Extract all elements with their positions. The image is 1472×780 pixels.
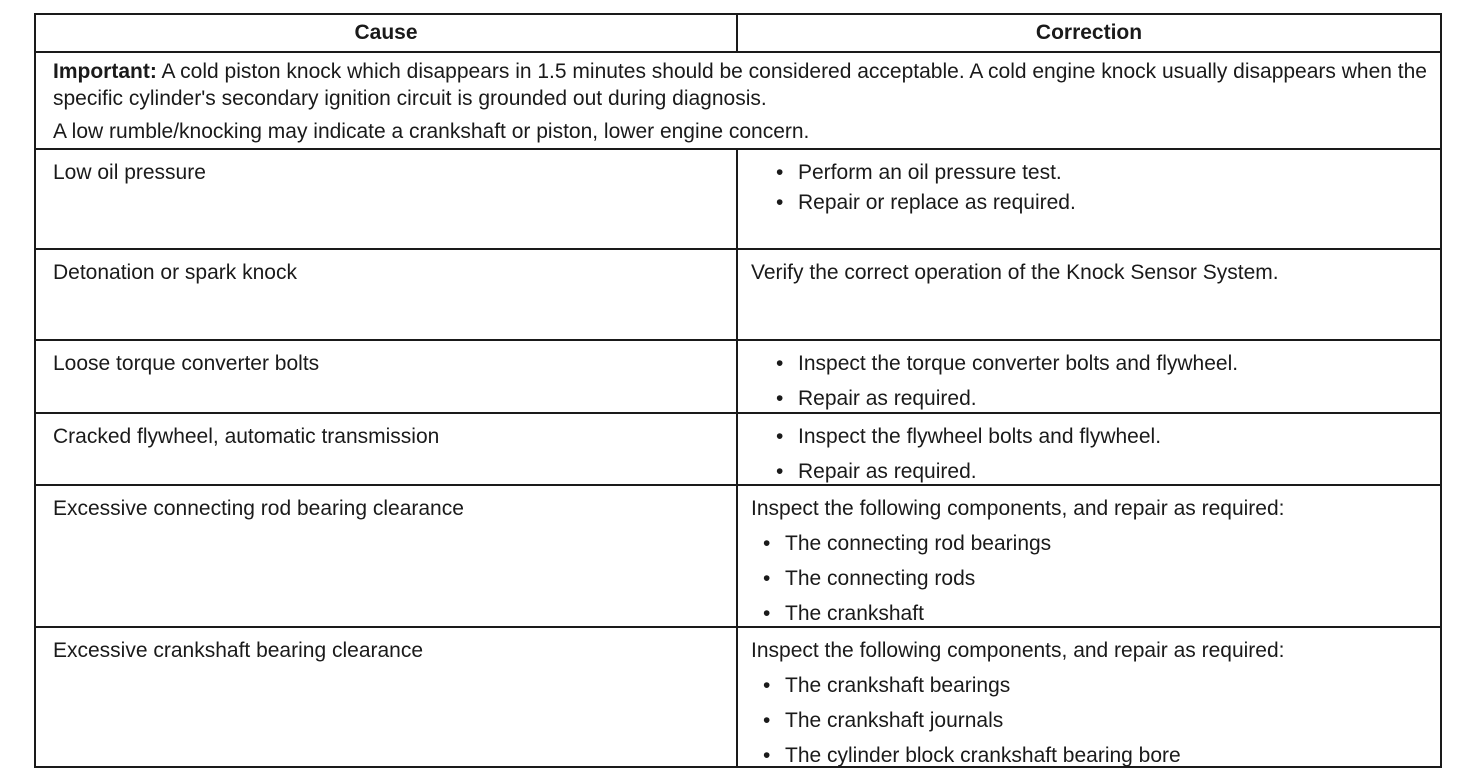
cause-cell: Cracked flywheel, automatic transmission (36, 414, 738, 484)
important-text: A cold piston knock which disappears in 1.5 minutes should be considered acceptable. A cold engine knock usually disappears when the specific cylinder's secondary ignition circuit is grounded out during diagnosis. (53, 60, 1427, 110)
correction-cell (738, 486, 1440, 626)
list-item: • The crankshaft (751, 601, 1440, 627)
cause-cell: Loose torque converter bolts (36, 341, 738, 412)
important-label: Important: (53, 60, 157, 83)
list-item: • Inspect the flywheel bolts and flywheel. (751, 424, 1440, 450)
table-row (36, 250, 1440, 341)
table-row (36, 414, 1440, 486)
list-item: • The crankshaft bearings (751, 673, 1440, 699)
list-item: • Repair as required. (751, 459, 1440, 485)
correction-cell: Verify the correct operation of the Knock Sensor System. (751, 261, 1279, 284)
table-row (36, 341, 1440, 414)
correction-cell (738, 628, 1440, 766)
list-item: • Inspect the torque converter bolts and flywheel. (751, 351, 1440, 377)
cause-cell: Excessive crankshaft bearing clearance (36, 628, 738, 766)
correction-cell (738, 341, 1440, 412)
table-row (36, 150, 1440, 250)
cause-cell: Low oil pressure (36, 150, 738, 248)
note-secondary-text: A low rumble/knocking may indicate a crankshaft or piston, lower engine concern. (53, 120, 810, 143)
list-item: • The crankshaft journals (751, 708, 1440, 734)
list-item: • Repair as required. (751, 386, 1440, 412)
table-header-row (36, 15, 1440, 53)
important-note (36, 53, 1440, 145)
table-row (36, 628, 1440, 766)
list-item: • The connecting rods (751, 566, 1440, 592)
cause-cell: Detonation or spark knock (36, 250, 738, 339)
correction-intro: Inspect the following components, and repair as required: (751, 639, 1285, 662)
cause-cell: Excessive connecting rod bearing clearance (36, 486, 738, 626)
correction-intro: Inspect the following components, and repair as required: (751, 497, 1285, 520)
important-note-row (36, 53, 1440, 150)
diagnostic-table (34, 13, 1442, 768)
header-correction: Correction (1035, 21, 1143, 44)
table-row (36, 486, 1440, 628)
correction-cell (738, 150, 1440, 248)
list-item: • Perform an oil pressure test. (751, 160, 1440, 186)
list-item: • Repair or replace as required. (751, 190, 1440, 216)
list-item: • The connecting rod bearings (751, 531, 1440, 557)
header-cause: Cause (36, 15, 738, 51)
list-item: • The cylinder block crankshaft bearing bore (751, 743, 1440, 769)
correction-cell (738, 414, 1440, 484)
